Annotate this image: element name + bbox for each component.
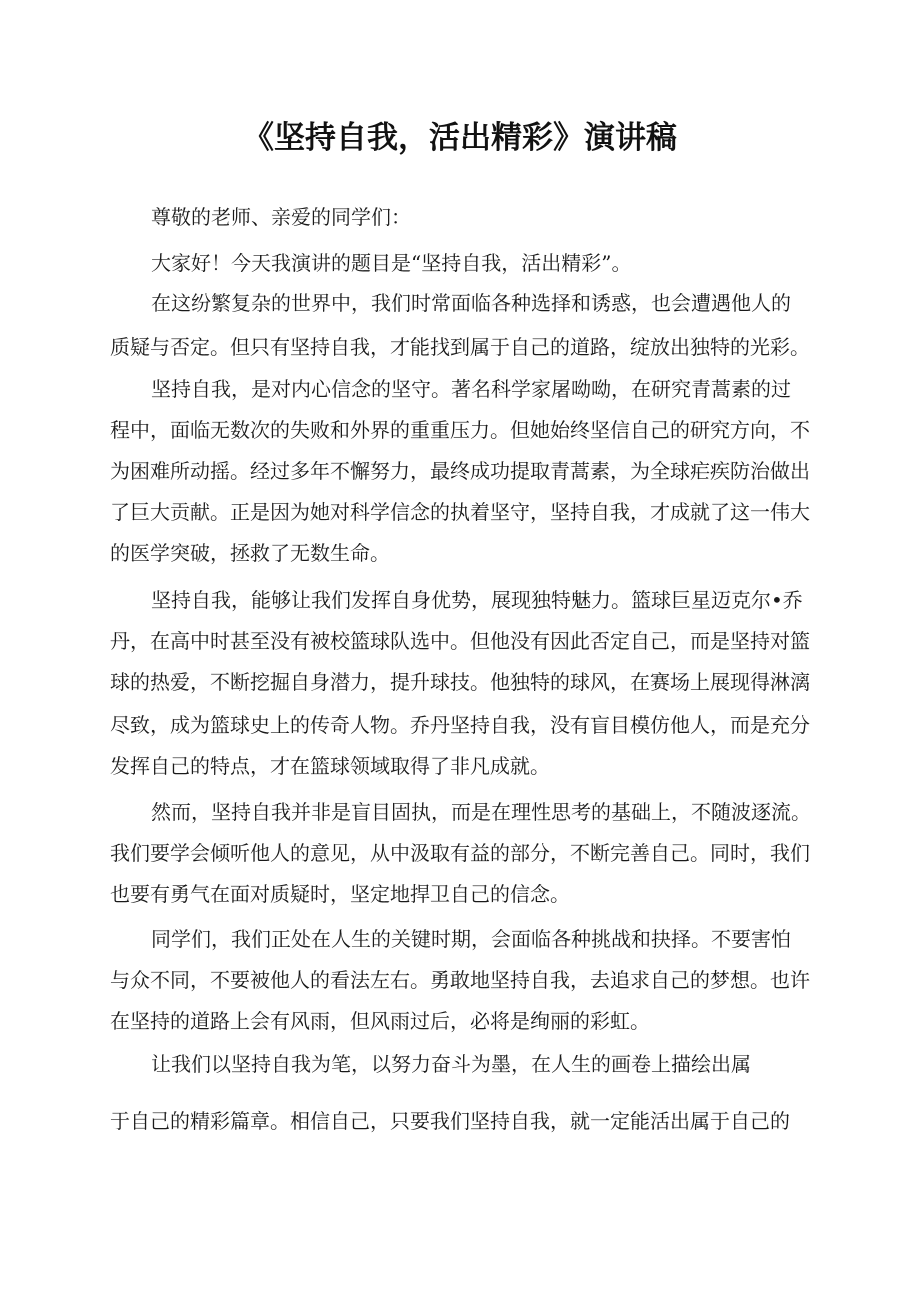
- paragraph-3-line-3: 球的热爱，不断挖掘自身潜力，提升球技。他独特的球风，在赛场上展现得淋漓: [110, 670, 810, 694]
- paragraph-5-line-1: 同学们，我们正处在人生的关键时期，会面临各种挑战和抉择。不要害怕: [151, 927, 791, 951]
- paragraph-3-line-2: 丹，在高中时甚至没有被校篮球队选中。但他没有因此否定自己，而是坚持对篮: [110, 629, 810, 653]
- paragraph-2-line-3: 为困难所动摇。经过多年不懈努力，最终成功提取青蒿素，为全球疟疾防治做出: [110, 459, 810, 483]
- paragraph-2-line-4: 了巨大贡献。正是因为她对科学信念的执着坚守，坚持自我，才成就了这一伟大: [110, 500, 810, 524]
- paragraph-1-line-1: 在这纷繁复杂的世界中，我们时常面临各种选择和诱惑，也会遭遇他人的: [151, 291, 791, 315]
- paragraph-5-line-3: 在坚持的道路上会有风雨，但风雨过后，必将是绚丽的彩虹。: [110, 1009, 650, 1033]
- paragraph-4-line-3: 也要有勇气在面对质疑时，坚定地捍卫自己的信念。: [110, 882, 570, 906]
- opening-line: 大家好！今天我演讲的题目是“坚持自我，活出精彩”。: [151, 251, 632, 275]
- paragraph-2-line-1: 坚持自我，是对内心信念的坚守。著名科学家屠呦呦，在研究青蒿素的过: [151, 377, 791, 401]
- paragraph-4-line-2: 我们要学会倾听他人的意见，从中汲取有益的部分，不断完善自己。同时，我们: [110, 841, 810, 865]
- paragraph-2-line-5: 的医学突破，拯救了无数生命。: [110, 541, 390, 565]
- paragraph-6-line-1: 让我们以坚持自我为笔，以努力奋斗为墨，在人生的画卷上描绘出属: [151, 1052, 751, 1076]
- greeting-line: 尊敬的老师、亲爱的同学们：: [151, 205, 411, 229]
- paragraph-3-line-5: 发挥自己的特点，才在篮球领域取得了非凡成就。: [110, 754, 550, 778]
- document-title: 《坚持自我，活出精彩》演讲稿: [243, 120, 677, 156]
- paragraph-3-line-4: 尽致，成为篮球史上的传奇人物。乔丹坚持自我，没有盲目模仿他人，而是充分: [110, 713, 810, 737]
- paragraph-5-line-2: 与众不同，不要被他人的看法左右。勇敢地坚持自我，去追求自己的梦想。也许: [110, 968, 810, 992]
- paragraph-6-line-2: 于自己的精彩篇章。相信自己，只要我们坚持自我，就一定能活出属于自己的: [110, 1109, 790, 1133]
- paragraph-1-line-2: 质疑与否定。但只有坚持自我，才能找到属于自己的道路，绽放出独特的光彩。: [110, 335, 810, 359]
- paragraph-2-line-2: 程中，面临无数次的失败和外界的重重压力。但她始终坚信自己的研究方向，不: [110, 418, 810, 442]
- paragraph-3-line-1: 坚持自我，能够让我们发挥自身优势，展现独特魅力。篮球巨星迈克尔•乔: [151, 588, 803, 612]
- paragraph-4-line-1: 然而，坚持自我并非是盲目固执，而是在理性思考的基础上，不随波逐流。: [151, 800, 811, 824]
